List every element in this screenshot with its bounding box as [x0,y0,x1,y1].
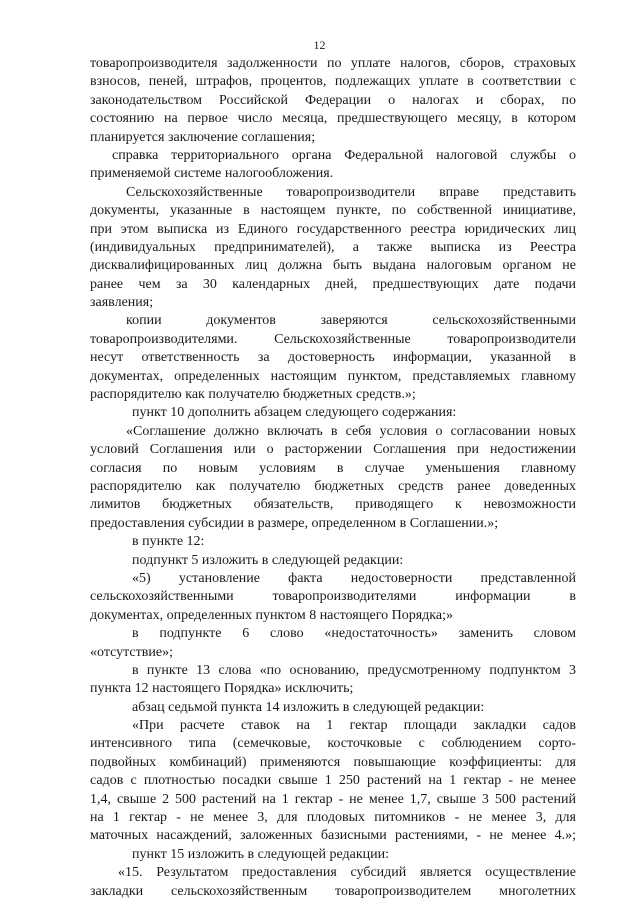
text-line: лимитов бюджетных обязательств, приводящего к невозможности [90,497,576,513]
text-line: взносов, пеней, штрафов, процентов, подлежащих уплате в соответствии с [90,74,576,90]
text-line: абзац седьмой пункта 14 изложить в следующей редакции: [132,699,485,715]
text-line: в пункте 13 слова «по основанию, предусмотренному подпунктом 3 [132,662,576,678]
text-line: несут ответственность за достоверность информации, указанной в [90,350,576,366]
text-line: в подпункте 6 слово «недостаточность» заменить словом [132,626,576,642]
document-body [90,55,576,901]
text-line: законодательством Российской Федерации о налогах и сборах, по [90,92,576,108]
text-line: ранее чем за 30 календарных дней, предшествующих дате подачи [90,276,576,292]
text-line: маточных насаждений, заложенных базисными растениями, - не менее 4.»; [90,828,576,844]
text-line: сельскохозяйственными товаропроизводителями информации в [90,589,576,605]
text-line: товаропроизводителями. Сельскохозяйственные товаропроизводители [90,331,576,347]
text-line: садов с плотностью посадки свыше 1 250 растений на 1 гектар - не менее [90,773,576,789]
text-line: планируется заключение соглашения; [90,129,316,145]
text-line: закладки сельскохозяйственным товаропроизводителем многолетних [90,883,576,899]
text-line: справка территориального органа Федеральной налоговой службы о [112,147,576,163]
text-line: копии документов заверяются сельскохозяйственными [126,313,576,329]
text-line: пункт 10 дополнить абзацем следующего содержания: [132,405,457,421]
text-line: «При расчете ставок на 1 гектар площади закладки садов [132,718,576,734]
text-line: дисквалифицированных лиц должна быть выдана налоговым органом не [90,258,576,274]
text-line: подпункт 5 изложить в следующей редакции: [132,552,404,568]
text-line: распорядителю как получателю бюджетных средств ранее доведенных [90,478,576,494]
text-line: документы, указанные в настоящем пункте, по собственной инициативе, [90,203,576,219]
text-line: 1,4, свыше 2 500 растений на 1 гектар - не менее 1,7, свыше 3 500 растений [90,791,576,807]
text-line: документах, определенных пунктом 8 настоящего Порядка;» [90,607,453,623]
text-line: пункт 15 изложить в следующей редакции: [132,846,389,862]
text-line: пункта 12 настоящего Порядка» исключить; [90,681,354,697]
text-line: «отсутствие»; [90,644,173,660]
page-number: 12 [313,38,326,52]
text-line: состоянию на первое число месяца, предшествующего месяцу, в котором [90,111,576,127]
text-line: согласия по новым условиям в случае уменьшения главному [90,460,576,476]
text-line: «Соглашение должно включать в себя условия о согласовании новых [126,423,576,439]
text-line: Сельскохозяйственные товаропроизводители вправе представить [126,184,576,200]
text-line: документах, определенных настоящим пунктом, представляемых главному [90,368,576,384]
text-line: «5) установление факта недостоверности представленной [132,570,576,586]
text-line: распорядителю как получателю бюджетных средств.»; [90,387,416,403]
text-line: интенсивного типа (семечковые, косточковые с соблюдением сорто- [90,736,576,752]
text-line: в пункте 12: [132,534,205,550]
text-line: применяемой системе налогообложения. [90,166,334,182]
text-line: (индивидуальных предпринимателей), а также выписка из Реестра [90,239,576,255]
text-line: заявления; [90,295,154,311]
text-line: при этом выписка из Единого государственного реестра юридических лиц [90,221,576,237]
text-line: условий Соглашения или о расторжении Соглашения при недостижении [90,442,576,458]
text-line: «15. Результатом предоставления субсидий является осуществление [118,865,576,881]
text-line: предоставления субсидии в размере, определенном в Соглашении.»; [90,515,499,531]
text-line: товаропроизводителя задолженности по уплате налогов, сборов, страховых [90,56,576,71]
text-line: подвойных комбинаций) применяются повышающие коэффициенты: для [90,754,576,770]
text-line: на 1 гектар - не менее 3, для плодовых питомников - не менее 3, для [90,810,576,826]
